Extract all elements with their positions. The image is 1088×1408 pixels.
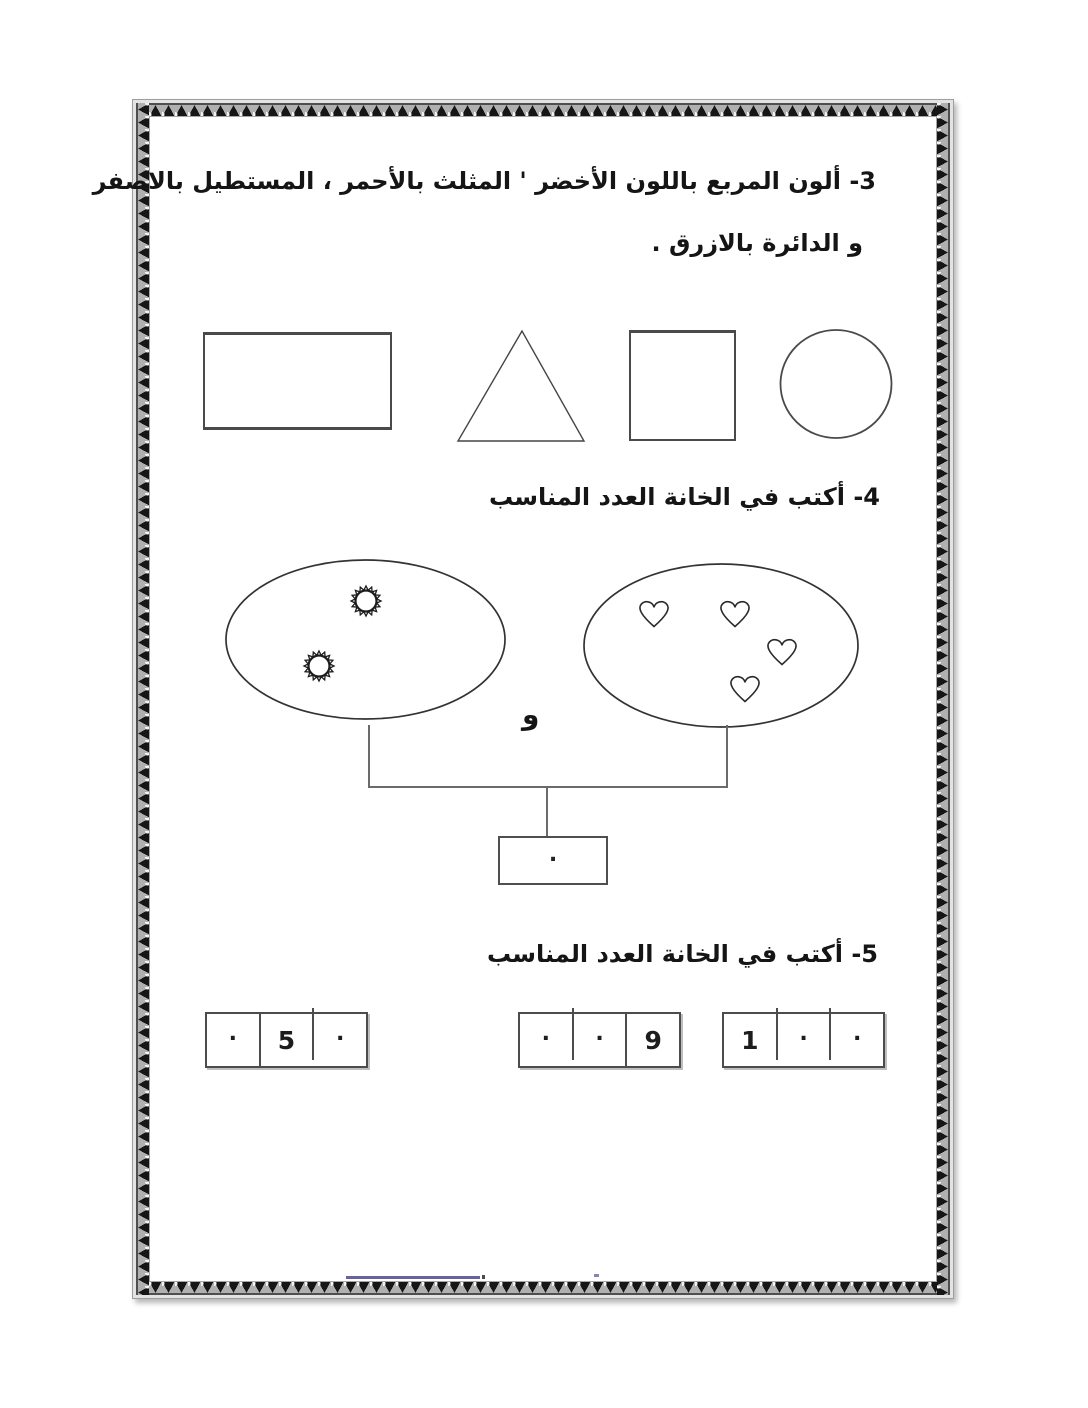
left-set-oval xyxy=(224,558,507,721)
table-1-cell-2[interactable]: 5 xyxy=(259,1014,313,1066)
table-2-cell-2[interactable]: . xyxy=(572,1008,626,1060)
border-pattern-bottom xyxy=(136,1282,950,1295)
number-table-1 xyxy=(205,1012,368,1068)
connector-horizontal-line xyxy=(368,786,728,788)
rectangle-shape[interactable] xyxy=(203,332,392,430)
underline-mark xyxy=(346,1276,480,1279)
table-3-cell-2[interactable]: . xyxy=(776,1008,830,1060)
square-shape[interactable] xyxy=(629,330,736,441)
question-3-text-line-2: و الدائرة بالازرق . xyxy=(651,229,863,257)
connector-right-line xyxy=(726,725,728,788)
q4-answer-value: . xyxy=(548,842,558,867)
connector-left-line xyxy=(368,725,370,788)
table-2-cell-1[interactable]: . xyxy=(541,1021,551,1046)
triangle-shape[interactable] xyxy=(452,327,590,445)
border-pattern-top xyxy=(136,103,950,116)
table-3-cell-3[interactable]: . xyxy=(829,1008,883,1060)
border-pattern-left xyxy=(136,103,149,1295)
sun-icon xyxy=(351,586,381,616)
heart-icon xyxy=(768,640,796,665)
heart-icon xyxy=(721,602,749,627)
number-table-2 xyxy=(518,1012,681,1068)
question-5-heading: 5- أكتب في الخانة العدد المناسب xyxy=(486,940,878,968)
connector-middle-line xyxy=(546,788,548,837)
table-3-cell-1[interactable]: 1 xyxy=(741,1025,759,1055)
number-table-3 xyxy=(722,1012,885,1068)
border-pattern-right xyxy=(937,103,950,1295)
table-1-cell-1[interactable]: . xyxy=(228,1021,238,1046)
heart-icon xyxy=(640,602,668,627)
table-2-cell-3[interactable]: 9 xyxy=(625,1014,679,1066)
q4-answer-box[interactable] xyxy=(498,836,608,885)
and-conjunction-label: و xyxy=(522,698,540,731)
circle-shape[interactable] xyxy=(778,327,894,441)
question-3-text-line-1: 3- ألون المربع باللون الأخضر ' المثلث بالأحمر ، المستطيل بالاصفر xyxy=(92,167,876,195)
table-1-cell-3[interactable]: . xyxy=(312,1008,366,1060)
question-4-heading: 4- أكتب في الخانة العدد المناسب xyxy=(488,483,880,511)
tiny-dot-mark xyxy=(482,1275,485,1279)
right-set-oval xyxy=(582,562,860,729)
heart-icon xyxy=(731,677,759,702)
tiny-dash-mark xyxy=(594,1274,599,1277)
sun-icon xyxy=(304,651,334,681)
